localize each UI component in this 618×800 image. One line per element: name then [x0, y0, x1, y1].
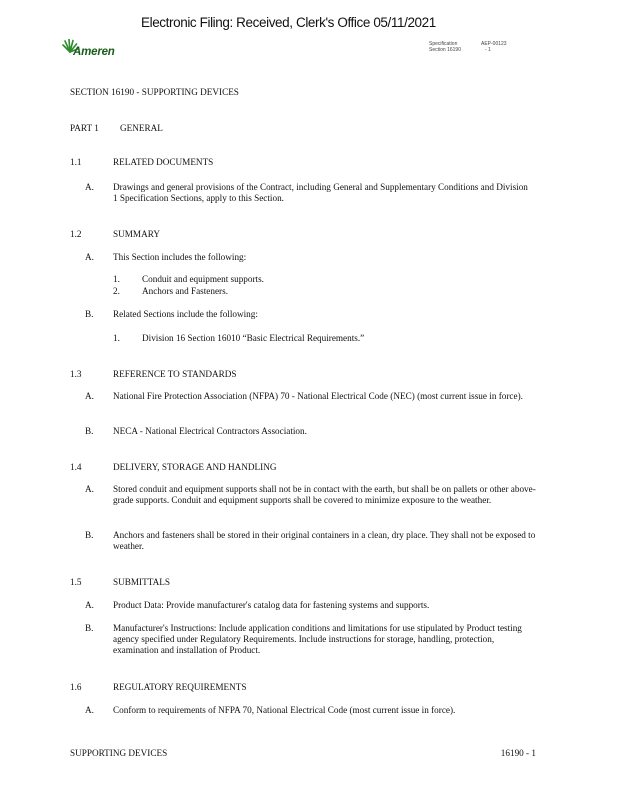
para-text: Drawings and general provisions of the Contract, including General and Supplementary Conditions and Division 1 Specification Sections, apply to this Section.: [113, 182, 528, 203]
part-title: GENERAL: [120, 123, 163, 133]
article-title: SUMMARY: [113, 229, 160, 239]
para-text: Anchors and fasteners shall be stored in their original containers in a clean, dry place. They shall not be exposed to weather.: [113, 530, 536, 551]
part-number: PART 1: [70, 123, 99, 133]
list-item: Division 16 Section 16010 “Basic Electrical Requirements.”: [142, 333, 365, 343]
ameren-logo: [62, 39, 132, 61]
para-letter: A.: [85, 484, 94, 494]
filing-stamp: Electronic Filing: Received, Clerk's Office 05/11/2021: [141, 15, 436, 30]
article-number: 1.1: [70, 157, 82, 167]
article-number: 1.6: [70, 682, 82, 692]
para-text: Conform to requirements of NFPA 70, National Electrical Code (most current issue in force).: [113, 705, 456, 715]
page-number: 16190 - 1: [500, 748, 536, 758]
para-letter: B.: [85, 426, 94, 436]
footer-title: SUPPORTING DEVICES: [70, 748, 168, 758]
meta-label: Specification: [429, 41, 458, 47]
meta-value: AEP-00123: [481, 41, 507, 47]
para-text: This Section includes the following:: [113, 252, 247, 262]
article-title: DELIVERY, STORAGE AND HANDLING: [113, 462, 277, 472]
article-title: REFERENCE TO STANDARDS: [113, 369, 237, 379]
list-number: 2.: [113, 286, 120, 296]
spec-meta-labels: [429, 41, 461, 53]
para-letter: B.: [85, 530, 94, 540]
para-text: Related Sections include the following:: [113, 309, 258, 319]
logo-text: Ameren: [73, 46, 115, 58]
meta-value: - 1: [485, 47, 491, 53]
para-letter: A.: [85, 182, 94, 192]
article-title: RELATED DOCUMENTS: [113, 157, 214, 167]
para-letter: B.: [85, 623, 94, 633]
para-text: National Fire Protection Association (NFPA) 70 - National Electrical Code (NEC) (most current issue in force).: [113, 391, 523, 401]
para-text: Manufacturer's Instructions: Include application conditions and limitations for use stipulated by Product testing agency specified under Regulatory Requirements. Include instructions for storage, handling, protection, examination and installation of Product.: [113, 623, 522, 655]
para-letter: B.: [85, 309, 94, 319]
para-letter: A.: [85, 252, 94, 262]
para-text: Stored conduit and equipment supports shall not be in contact with the earth, but shall be on pallets or other above-grade supports. Conduit and equipment supports shall be covered to minimize exposure to the weather.: [113, 484, 536, 505]
section-title: SECTION 16190 - SUPPORTING DEVICES: [70, 87, 239, 97]
article-number: 1.2: [70, 229, 82, 239]
list-number: 1.: [113, 274, 120, 284]
para-text: NECA - National Electrical Contractors Association.: [113, 426, 307, 436]
article-number: 1.5: [70, 577, 82, 587]
list-number: 1.: [113, 333, 120, 343]
article-number: 1.4: [70, 462, 82, 472]
list-item: Conduit and equipment supports.: [142, 274, 264, 284]
article-title: SUBMITTALS: [113, 577, 170, 587]
article-title: REGULATORY REQUIREMENTS: [113, 682, 247, 692]
para-text: Product Data: Provide manufacturer's catalog data for fastening systems and supports.: [113, 600, 430, 610]
spec-meta-values: [481, 41, 507, 53]
article-number: 1.3: [70, 369, 82, 379]
list-item: Anchors and Fasteners.: [142, 286, 228, 296]
para-letter: A.: [85, 705, 94, 715]
para-letter: A.: [85, 391, 94, 401]
meta-label: Section 16190: [429, 47, 461, 53]
para-letter: A.: [85, 600, 94, 610]
